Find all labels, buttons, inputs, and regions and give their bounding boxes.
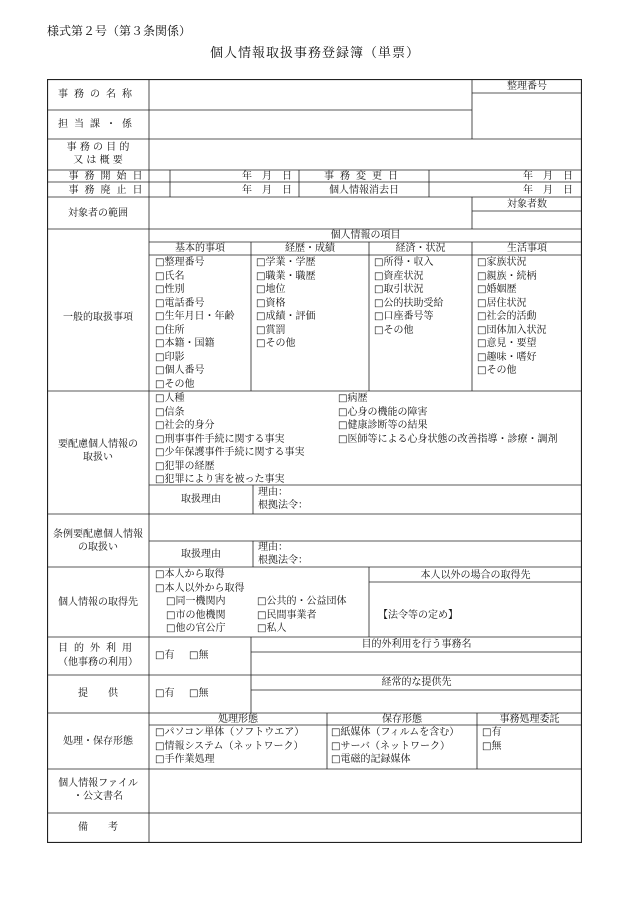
check-item[interactable]: □ 資格 — [256, 297, 315, 311]
henkou-date[interactable]: 年 月 日 — [523, 171, 573, 182]
label-ippan: 一般的取扱事項 — [63, 312, 133, 323]
check-item[interactable]: □ 本籍・国籍 — [155, 337, 234, 351]
label-keijou-teikyou: 経常的な提供先 — [381, 677, 452, 688]
check-item[interactable]: □ その他 — [155, 378, 234, 392]
label-file-line2: ・公文書名 — [73, 791, 123, 802]
check-item[interactable]: □ 取引状況 — [374, 283, 443, 297]
label-henkou: 事務変更日 — [324, 171, 404, 182]
label-mokuteki-line2: 又 は 概 要 — [73, 155, 123, 166]
check-item[interactable]: □ 本人から取得 — [155, 568, 244, 582]
check-item[interactable]: □ 印影 — [155, 351, 234, 365]
keizai-checklist — [374, 256, 443, 337]
document-title: 個人情報取扱事務登録簿（単票） — [209, 46, 420, 61]
check-item[interactable]: □ 同一機関内 — [166, 595, 225, 609]
header-kihon: 基本的事項 — [175, 243, 225, 254]
check-item[interactable]: □ 婚姻歴 — [477, 283, 546, 297]
label-mokutekigai-line1: 目的外利用 — [58, 643, 138, 654]
check-item[interactable]: □ 親族・続柄 — [477, 270, 546, 284]
check-item[interactable]: □ 整理番号 — [155, 256, 234, 270]
check-item[interactable]: □ 公的扶助受給 — [374, 297, 443, 311]
jourei-field[interactable] — [150, 515, 581, 540]
check-item[interactable]: □ 私人 — [257, 622, 346, 636]
check-item[interactable]: □ 信条 — [155, 406, 304, 420]
label-mokutekigai-line2: （他事務の利用） — [58, 657, 138, 668]
mokutekigai-nashi-label: □ 無 — [189, 650, 208, 661]
check-item[interactable]: □ 民間事業者 — [257, 609, 346, 623]
label-mokutekigai-jimu: 目的外利用を行う事務名 — [361, 639, 472, 650]
check-item[interactable]: □ 医師等による心身状態の改善指導・診療・調剤 — [338, 433, 557, 447]
label-bikou: 備 考 — [78, 822, 118, 833]
label-yohairyo-line2: 取扱い — [83, 452, 113, 463]
taishousha-hani-field[interactable] — [150, 198, 471, 228]
file-name-field[interactable] — [150, 770, 581, 812]
check-item[interactable]: □ パソコン単体（ソフトウエア） — [155, 726, 304, 740]
check-item[interactable]: □ 情報システム（ネットワーク） — [155, 740, 304, 754]
label-shutoku: 個人情報の取得先 — [58, 597, 138, 608]
check-item[interactable]: □ 生年月日・年齢 — [155, 310, 234, 324]
check-item[interactable]: □ 有 — [482, 726, 501, 740]
header-itaku: 事務処理委託 — [499, 714, 560, 725]
check-item[interactable]: □ 人種 — [155, 392, 304, 406]
label-shori-hozon: 処理・保存形態 — [63, 736, 133, 747]
keireki-checklist — [256, 256, 315, 351]
label-shoukyo: 個人情報消去日 — [329, 185, 399, 196]
registration-form — [47, 79, 582, 843]
label-file-line1: 個人情報ファイル — [58, 778, 138, 789]
check-item[interactable]: □ 市の他機関 — [166, 609, 225, 623]
shutoku-checklist — [155, 568, 244, 595]
teikyou-ari[interactable] — [155, 687, 174, 700]
check-item[interactable]: □ 家族状況 — [477, 256, 546, 270]
check-item[interactable]: □ その他 — [374, 324, 443, 338]
label-hourei-nado: 【法令等の定め】 — [378, 610, 458, 621]
check-item[interactable]: □ 成績・評価 — [256, 310, 315, 324]
check-item[interactable]: □ 紙媒体（フィルムを含む） — [331, 726, 459, 740]
label-jourei-line2: の取扱い — [78, 542, 118, 553]
check-item[interactable]: □ 意見・要望 — [477, 337, 546, 351]
check-item[interactable]: □ 犯罪の経歴 — [155, 460, 304, 474]
check-item[interactable]: □ 刑事事件手続に関する事実 — [155, 433, 304, 447]
label-yohairyo-riyuu: 取扱理由 — [181, 494, 221, 505]
check-item[interactable]: □ 他の官公庁 — [166, 622, 225, 636]
form-number: 様式第２号（第３条関係） — [47, 24, 192, 38]
header-shori-keitai: 処理形態 — [218, 714, 258, 725]
check-item[interactable]: □ 健康診断等の結果 — [338, 419, 557, 433]
haishi-date[interactable]: 年 月 日 — [242, 185, 292, 196]
check-item[interactable]: □ 犯罪により害を被った事実 — [155, 473, 304, 487]
check-item[interactable]: □ 社会的身分 — [155, 419, 304, 433]
shoukyo-date[interactable]: 年 月 日 — [523, 185, 573, 196]
check-item[interactable]: □ 氏名 — [155, 270, 234, 284]
shutoku-left-checklist — [166, 595, 225, 636]
jourei-konkyo-field[interactable]: 根拠法令： — [258, 555, 308, 566]
check-item[interactable]: □ その他 — [256, 337, 315, 351]
mokutekigai-ari[interactable] — [155, 649, 174, 662]
header-seikatsu: 生活事項 — [507, 243, 547, 254]
label-taishousha-su: 対象者数 — [507, 199, 547, 210]
label-yohairyo-line1: 要配慮個人情報の — [58, 439, 138, 450]
check-item[interactable]: □ 口座番号等 — [374, 310, 443, 324]
check-item[interactable]: □ サーバ（ネットワーク） — [331, 740, 459, 754]
check-item[interactable]: □ 住所 — [155, 324, 234, 338]
label-seiri-bango: 整理番号 — [507, 81, 547, 92]
shutoku-right-checklist — [257, 595, 346, 636]
taishousha-su-field[interactable] — [473, 212, 581, 228]
label-kaishi: 事務開始日 — [68, 171, 149, 182]
check-item[interactable]: □ 地位 — [256, 283, 315, 297]
check-item[interactable]: □ 趣味・嗜好 — [477, 351, 546, 365]
label-jourei-line1: 条例要配慮個人情報 — [53, 529, 143, 540]
check-item[interactable]: □ 賞罰 — [256, 324, 315, 338]
yohairyo-konkyo-field[interactable]: 根拠法令： — [258, 500, 308, 511]
seikatsu-checklist — [477, 256, 546, 378]
check-item[interactable]: □ 所得・収入 — [374, 256, 443, 270]
check-item[interactable]: □ 社会的活動 — [477, 310, 546, 324]
label-jourei-riyuu: 取扱理由 — [181, 549, 221, 560]
label-tantou: 担当課・係 — [58, 119, 138, 130]
label-teikyou: 提 供 — [78, 688, 118, 699]
kihon-checklist — [155, 256, 234, 391]
check-item[interactable]: □ 性別 — [155, 283, 234, 297]
check-item[interactable]: □ 少年保護事件手続に関する事実 — [155, 446, 304, 460]
check-item[interactable]: □ 心身の機能の障害 — [338, 406, 557, 420]
itaku-checklist — [482, 726, 501, 753]
seiri-bango-field[interactable] — [473, 94, 581, 138]
jourei-riyuu-field[interactable]: 理由： — [258, 542, 288, 553]
bikou-field[interactable] — [150, 814, 581, 842]
kaishi-date[interactable]: 年 月 日 — [242, 171, 292, 182]
yohairyo-riyuu-field[interactable]: 理由： — [258, 487, 288, 498]
header-hozon-keitai: 保存形態 — [382, 714, 422, 725]
teikyou-nashi[interactable] — [189, 687, 208, 700]
teikyou-nashi-label: □ 無 — [189, 688, 208, 699]
check-item[interactable]: □ 団体加入状況 — [477, 324, 546, 338]
label-mokuteki-line1: 事 務 の 目 的 — [66, 142, 130, 153]
jimu-name-field[interactable] — [150, 80, 471, 109]
header-keizai: 経済・状況 — [395, 243, 446, 254]
mokuteki-field[interactable] — [150, 140, 581, 169]
check-item[interactable]: □ 学業・学歴 — [256, 256, 315, 270]
check-item[interactable]: □ 本人以外から取得 — [155, 582, 244, 596]
label-taishousha-hani: 対象者の範囲 — [68, 208, 128, 219]
hozon-checklist — [331, 726, 459, 767]
check-item[interactable]: □ 職業・職歴 — [256, 270, 315, 284]
check-item[interactable]: □ 電話番号 — [155, 297, 234, 311]
check-item[interactable]: □ その他 — [477, 364, 546, 378]
check-item[interactable]: □ 電磁的記録媒体 — [331, 753, 459, 767]
yohairyo-left-checklist — [155, 392, 304, 487]
label-haishi: 事務廃止日 — [68, 185, 149, 196]
teikyou-ari-label: □ 有 — [155, 688, 174, 699]
tantou-field[interactable] — [150, 111, 471, 138]
check-item[interactable]: □ 居住状況 — [477, 297, 546, 311]
check-item[interactable]: □ 病歴 — [338, 392, 557, 406]
mokutekigai-nashi[interactable] — [189, 649, 208, 662]
shori-checklist — [155, 726, 304, 767]
check-item[interactable]: □ 公共的・公益団体 — [257, 595, 346, 609]
label-koumoku: 個人情報の項目 — [330, 230, 401, 241]
yohairyo-right-checklist — [338, 392, 557, 446]
check-item[interactable]: □ 手作業処理 — [155, 753, 304, 767]
label-jimu-name: 事務の名称 — [58, 89, 138, 100]
header-keireki: 経歴・成績 — [285, 243, 335, 254]
check-item[interactable]: □ 資産状況 — [374, 270, 443, 284]
mokutekigai-ari-label: □ 有 — [155, 650, 174, 661]
label-honnin-igai: 本人以外の場合の取得先 — [420, 570, 531, 581]
check-item[interactable]: □ 無 — [482, 740, 501, 754]
check-item[interactable]: □ 個人番号 — [155, 364, 234, 378]
